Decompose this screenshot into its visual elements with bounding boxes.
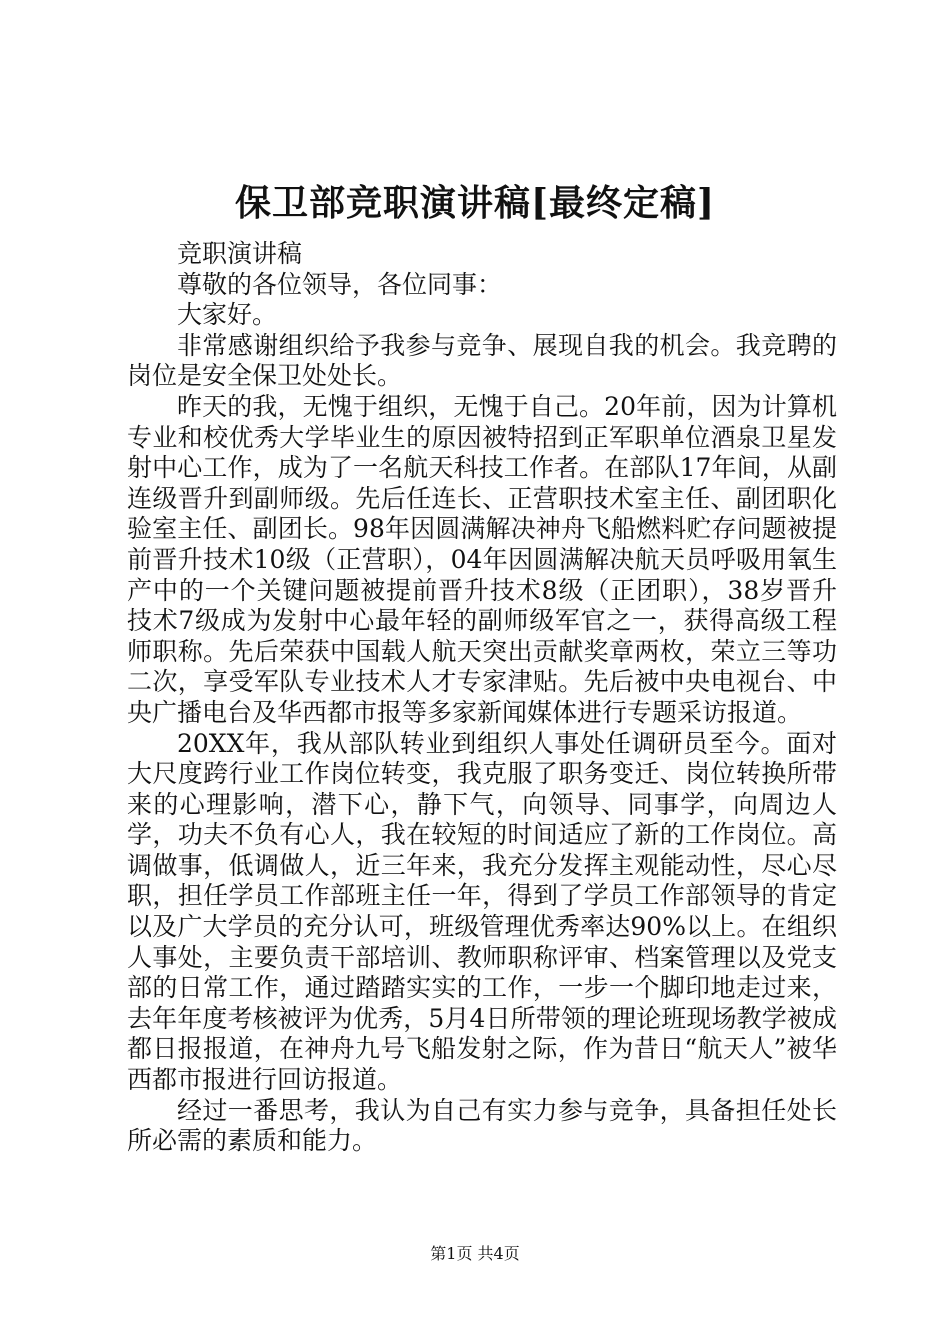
paragraph: 经过一番思考，我认为自己有实力参与竞争，具备担任处长所必需的素质和能力。 — [127, 1095, 837, 1156]
paragraph: 非常感谢组织给予我参与竞争、展现自我的机会。我竞聘的岗位是安全保卫处处长。 — [127, 330, 837, 391]
paragraph: 昨天的我，无愧于组织，无愧于自己。20年前，因为计算机专业和校优秀大学毕业生的原因被特招到正军职单位酒泉卫星发射中心工作，成为了一名航天科技工作者。在部队17年间，从副连级晋升到副师级。先后任连长、正营职技术室主任、副团职化验室主任、副团长。98年因圆满解决神舟飞船燃料贮存问题被提前晋升技术10级（正营职），04年因圆满解决航天员呼吸用氧生产中的一个关键问题被提前晋升技术8级（正团职），38岁晋升技术7级成为发射中心最年轻的副师级军官之一，获得高级工程师职称。先后荣获中国载人航天突出贡献奖章两枚，荣立三等功二次，享受军队专业技术人才专家津贴。先后被中央电视台、中央广播电台及华西都市报等多家新闻媒体进行专题采访报道。 — [127, 391, 837, 727]
document-title: 保卫部竞职演讲稿[最终定稿] — [234, 182, 716, 224]
paragraph: 尊敬的各位领导，各位同事： — [177, 269, 503, 299]
paragraph: 20XX年，我从部队转业到组织人事处任调研员至今。面对大尺度跨行业工作岗位转变，我克服了职务变迁、岗位转换所带来的心理影响，潜下心，静下气，向领导、同事学，向周边人学，功夫不负有心人，我在较短的时间适应了新的工作岗位。高调做事，低调做人，近三年来，我充分发挥主观能动性，尽心尽职，担任学员工作部班主任一年，得到了学员工作部领导的肯定以及广大学员的充分认可，班级管理优秀率达90%以上。在组织人事处，主要负责干部培训、教师职称评审、档案管理以及党支部的日常工作，通过踏踏实实的工作，一步一个脚印地走过来，去年年度考核被评为优秀，5月4日所带领的理论班现场教学被成都日报报道，在神舟九号飞船发射之际，作为昔日“航天人”被华西都市报进行回访报道。 — [127, 728, 837, 1095]
paragraph: 大家好。 — [177, 300, 278, 330]
page-footer: 第1页 共4页 — [430, 1244, 520, 1263]
document-body — [127, 239, 837, 1157]
paragraph: 竞职演讲稿 — [177, 239, 303, 268]
